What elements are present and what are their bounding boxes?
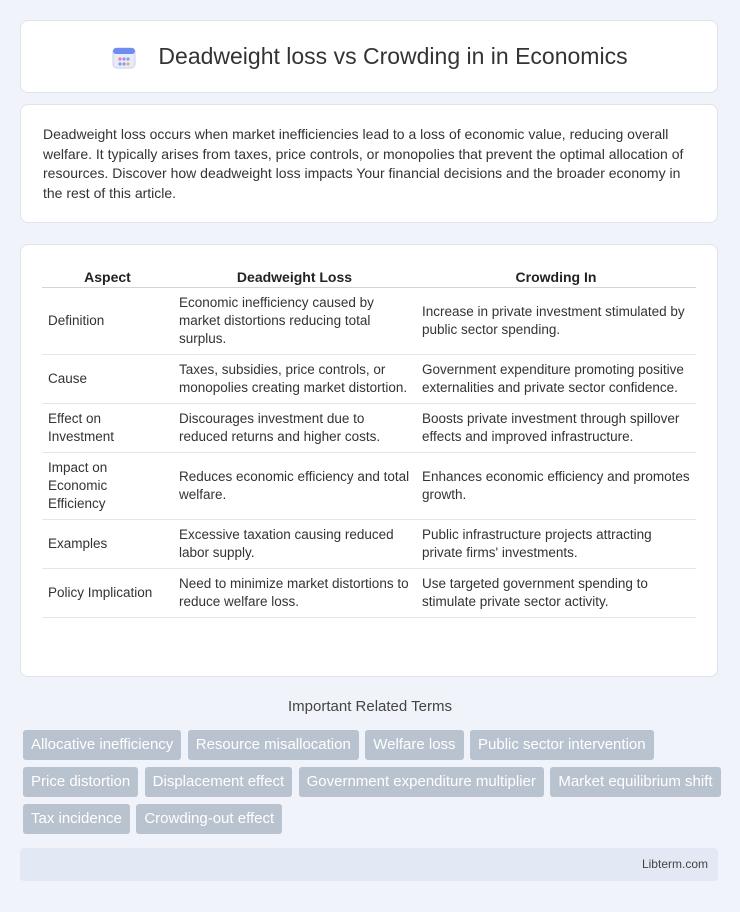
table-cell: Need to minimize market distortions to reduce welfare loss. <box>173 569 416 618</box>
calendar-icon <box>110 43 138 71</box>
table-cell: Discourages investment due to reduced returns and higher costs. <box>173 404 416 453</box>
related-term-tag[interactable]: Resource misallocation <box>188 730 359 760</box>
related-term-tag[interactable]: Displacement effect <box>145 767 292 797</box>
table-header-row <box>42 265 696 288</box>
intro-card <box>20 104 718 223</box>
title-card <box>20 20 718 93</box>
related-term-tag[interactable]: Allocative inefficiency <box>23 730 181 760</box>
table-cell: Increase in private investment stimulated by public sector spending. <box>416 288 696 355</box>
table-cell: Excessive taxation causing reduced labor supply. <box>173 520 416 569</box>
related-terms-list <box>23 730 723 841</box>
comparison-table <box>42 265 696 618</box>
related-term-tag[interactable]: Market equilibrium shift <box>550 767 720 797</box>
table-cell: Cause <box>42 355 173 404</box>
footer-site-link[interactable]: Libterm.com <box>641 857 708 871</box>
related-term-tag[interactable]: Tax incidence <box>23 804 130 834</box>
related-terms-title: Important Related Terms <box>288 698 452 715</box>
table-row <box>42 453 696 520</box>
related-term-tag[interactable]: Crowding-out effect <box>136 804 282 834</box>
table-cell: Enhances economic efficiency and promotes growth. <box>416 453 696 520</box>
table-cell: Taxes, subsidies, price controls, or monopolies creating market distortion. <box>173 355 416 404</box>
table-cell: Examples <box>42 520 173 569</box>
table-cell: Reduces economic efficiency and total welfare. <box>173 453 416 520</box>
table-cell: Impact on Economic Efficiency <box>42 453 173 520</box>
column-header: Aspect <box>42 265 173 288</box>
footer <box>20 848 718 881</box>
table-cell: Policy Implication <box>42 569 173 618</box>
related-term-tag[interactable]: Public sector intervention <box>470 730 654 760</box>
table-cell: Effect on Investment <box>42 404 173 453</box>
column-header: Deadweight Loss <box>173 265 416 288</box>
intro-text: Deadweight loss occurs when market inefficiencies lead to a loss of economic value, reducing overall welfare. It typically arises from taxes, price controls, or monopolies that prevent the optimal allocation of resources. Discover how deadweight loss impacts Your financial decisions and the broader economy in the rest of this article. <box>43 126 684 201</box>
table-row <box>42 569 696 618</box>
table-cell: Economic inefficiency caused by market distortions reducing total surplus. <box>173 288 416 355</box>
table-row <box>42 355 696 404</box>
table-cell: Use targeted government spending to stimulate private sector activity. <box>416 569 696 618</box>
table-cell: Public infrastructure projects attracting private firms' investments. <box>416 520 696 569</box>
comparison-card <box>20 244 718 677</box>
related-term-tag[interactable]: Price distortion <box>23 767 138 797</box>
table-cell: Boosts private investment through spillover effects and improved infrastructure. <box>416 404 696 453</box>
related-term-tag[interactable]: Welfare loss <box>365 730 463 760</box>
table-row <box>42 288 696 355</box>
page-title: Deadweight loss vs Crowding in in Economics <box>158 43 628 69</box>
table-row <box>42 520 696 569</box>
related-term-tag[interactable]: Government expenditure multiplier <box>299 767 544 797</box>
table-cell: Government expenditure promoting positive externalities and private sector confidence. <box>416 355 696 404</box>
column-header: Crowding In <box>416 265 696 288</box>
table-row <box>42 404 696 453</box>
table-cell: Definition <box>42 288 173 355</box>
